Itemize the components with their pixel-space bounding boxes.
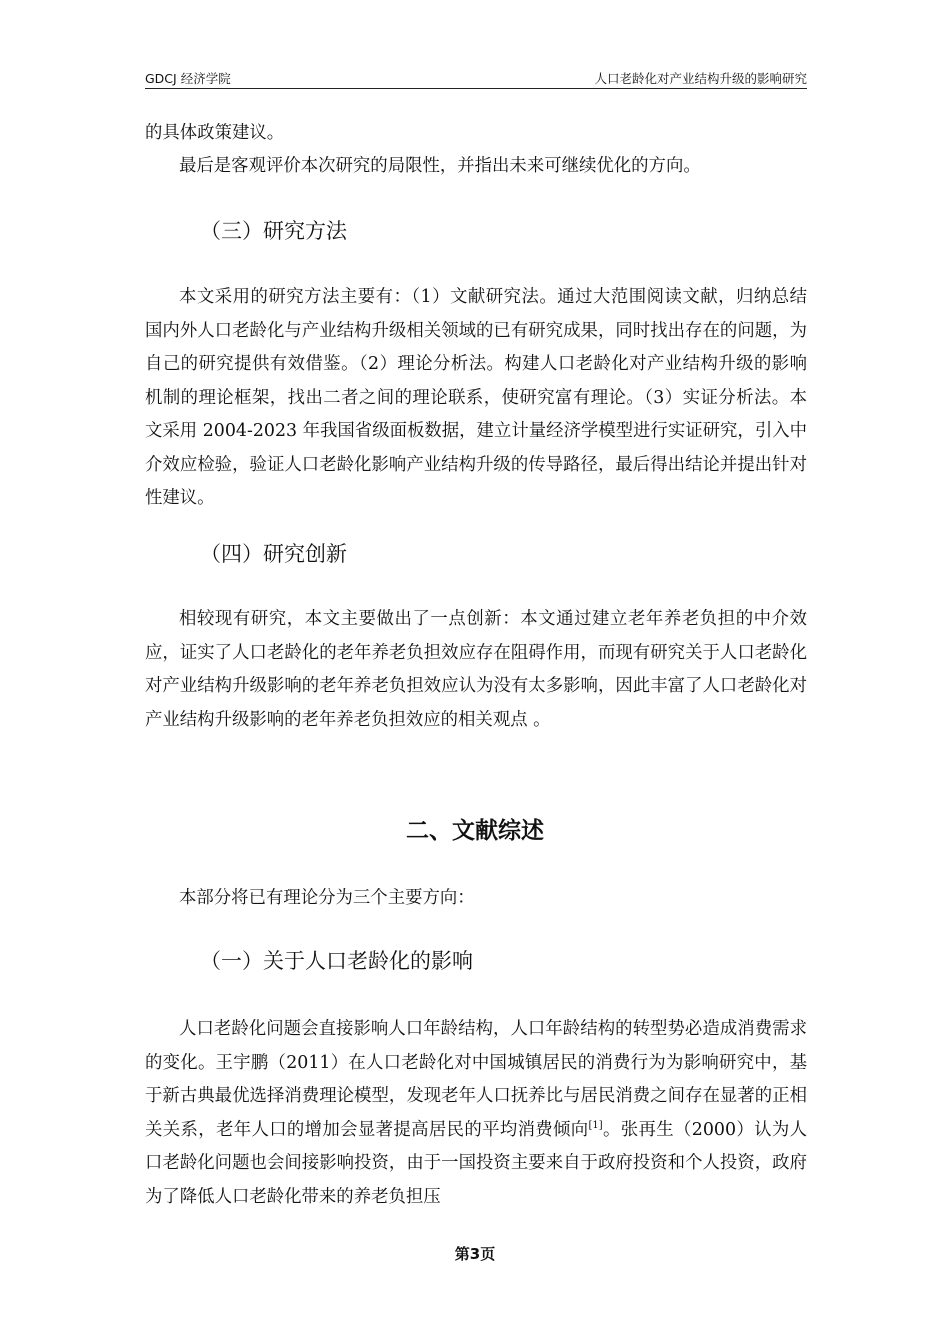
paragraph-aging-text-b: 。张再生（2000）认为人口老龄化问题也会间接影响投资，由于一国投资主要来自于政府投资和个人投资，政府为了降低人口老龄化带来的养老负担压: [145, 1119, 807, 1207]
paragraph-review-intro: 本部分将已有理论分为三个主要方向：: [179, 888, 475, 908]
paragraph-methods: 本文采用的研究方法主要有：（1）文献研究法。通过大范围阅读文献，归纳总结国内外人口老龄化与产业结构升级相关领域的已有研究成果，同时找出存在的问题，为自己的研究提供有效借鉴。（2）理论分析法。构建人口老龄化对产业结构升级的影响机制的理论框架，找出二者之间的理论联系，使研究富有理论。（3）实证分析法。本文采用 2004-2023 年我国省级面板数据，建立计量经济学模型进行实证研究，引入中介效应检验，验证人口老龄化影响产业结构升级的传导路径，最后得出结论并提出针对性建议。: [145, 287, 807, 508]
paragraph-innovation: 相较现有研究，本文主要做出了一点创新：本文通过建立老年养老负担的中介效应，证实了人口老龄化的老年养老负担效应存在阻碍作用，而现有研究关于人口老龄化对产业结构升级影响的老年养老负担效应认为没有太多影响，因此丰富了人口老龄化对产业结构升级影响的老年养老负担效应的相关观点 。: [145, 609, 807, 730]
running-header: [145, 66, 807, 89]
section-heading-methods: （三）研究方法: [200, 219, 347, 243]
citation-1[interactable]: [1]: [588, 1119, 603, 1131]
paragraph-aging-text-a: 人口老龄化问题会直接影响人口年龄结构，人口年龄结构的转型势必造成消费需求的变化。王宇鹏（2011）在人口老龄化对中国城镇居民的消费行为为影响研究中，基于新古典最优选择消费理论模型，发现老年人口抚养比与居民消费之间存在显著的正相关关系，老年人口的增加会显著提高居民的平均消费倾向: [145, 1019, 807, 1140]
paragraph-aging-impact: [145, 1013, 807, 1214]
paragraph-limitations: 最后是客观评价本次研究的局限性，并指出未来可继续优化的方向。: [179, 156, 701, 176]
section-heading-aging-impact: （一）关于人口老龄化的影响: [200, 949, 473, 973]
header-thesis-title: 人口老龄化对产业结构升级的影响研究: [594, 71, 807, 86]
paragraph-continued: 的具体政策建议。: [145, 123, 285, 143]
page-number: 第3页: [454, 1245, 496, 1263]
section-heading-innovation: （四）研究创新: [200, 542, 347, 566]
chapter-title: 二、文献综述: [406, 818, 544, 844]
header-school: GDCJ 经济学院: [145, 71, 231, 86]
